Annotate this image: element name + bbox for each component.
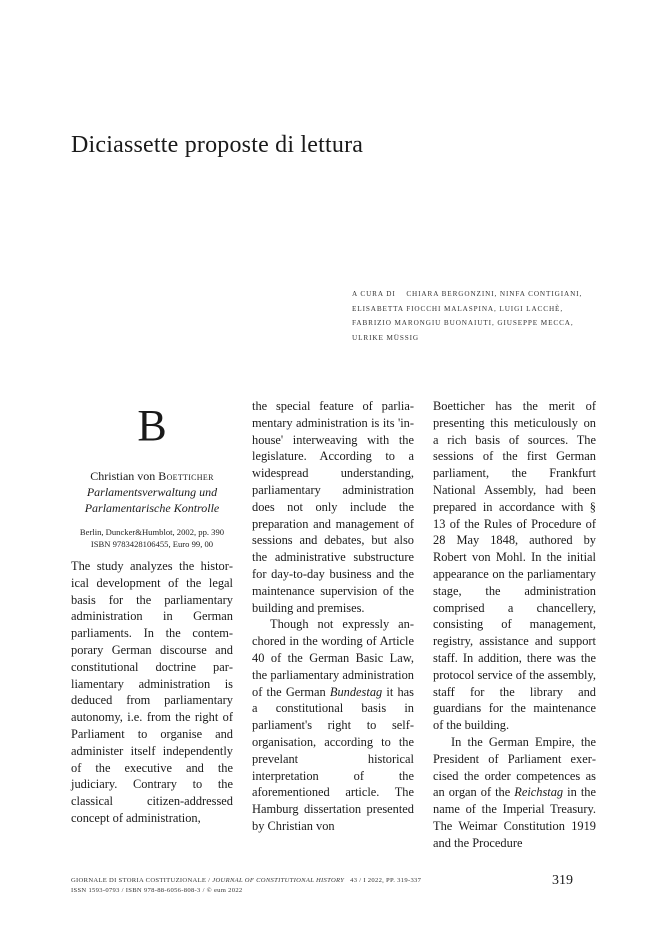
issue-pages: 43 / I 2022, PP. 319-337: [350, 877, 422, 884]
editors-credit: [352, 287, 600, 345]
publication-line-2: ISBN 9783428106455, Euro 99, 00: [90, 539, 214, 549]
italic-term: Bundestag: [329, 684, 383, 699]
publication-line-1: Berlin, Duncker&Humblot, 2002, pp. 390: [79, 527, 225, 537]
book-title-line-1: Parlamentsverwaltung und: [86, 485, 218, 499]
book-author: [71, 468, 233, 484]
text-run: in the name of the Imperial Treasury. The Weimar Constitution 1919 and the Procedure: [433, 785, 596, 850]
journal-name-en: JOURNAL OF CONSTITUTIONAL HISTORY: [212, 877, 345, 884]
editors-label: A CURA DI: [352, 290, 396, 298]
column-3: [433, 398, 596, 852]
italic-term: Reichstag: [514, 785, 564, 800]
text-run: Though not expressly anchored in the wording of Article 40 of the German Basic Law, the parliamentary administration of the German: [252, 617, 414, 699]
body-paragraph: [252, 616, 414, 834]
column-2: [252, 398, 414, 835]
reviewed-book-heading: [71, 468, 233, 516]
section-initial: B: [137, 401, 167, 450]
page-title: Diciassette proposte di lettura: [71, 132, 364, 159]
column-1: [71, 398, 233, 827]
body-paragraph: Boetticher has the merit of presenting this meticulously on a rich basis of sources. The sessions of the first German parliament, the Frankfurt National Assembly, had been prepared in accordance with § 13 of the Rules of Procedure of 28 May 1848, authored by Robert von Mohl. In the initial appearance on the parliamentary stage, the administration comprised a chancellery, consisting of management, registry, assistance and support staff. In addition, there was the protocol service of the assembly, staff for the library and guardians for the maintenance of the building.: [433, 399, 596, 733]
text-run: it has a constitutional basis in parliament's right to self-organisation, according to the prevelant historical interpretation of the aforementioned article. The Hamburg dissertation presented by Christian von: [252, 684, 414, 833]
body-paragraph: The study analyzes the historical development of the legal basis for the parliamentary administration in German parliaments. In the contemporary German discourse and constitutional doctrine parliamentary administration is deduced from parliamentary autonomy, i.e. from the right of Parliament to organise and administer itself independently of the executive and the judiciary. Contrary to the classical citizen-addressed concept of administration,: [71, 559, 233, 825]
body-paragraph: [433, 734, 596, 852]
journal-citation: [71, 876, 511, 886]
author-first-name: Christian von: [90, 469, 156, 483]
book-title-line-2: Parlamentarische Kontrolle: [84, 501, 220, 515]
isbn-line: ISSN 1593-0793 / ISBN 978-88-6056-808-3 / © eum 2022: [71, 887, 243, 894]
page-number: 319: [552, 873, 573, 888]
publication-details: [71, 526, 233, 550]
journal-name-it: GIORNALE DI STORIA COSTITUZIONALE /: [71, 877, 213, 884]
journal-footer: [71, 876, 511, 896]
author-last-name: Boetticher: [158, 469, 214, 483]
text-run: In the German Empire, the President of Parliament exercised the order competences as an organ of the: [433, 734, 596, 800]
editors-names: CHIARA BERGONZINI, NINFA CONTIGIANI, ELISABETTA FIOCCHI MALASPINA, LUIGI LACCHÈ, FABRIZIO MARONGIU BUONAIUTI, GIUSEPPE MECCA, ULRIKE MÜSSIG: [352, 290, 583, 342]
body-paragraph: the special feature of parliamentary administration is its 'in-house' interweaving with the legislature. According to a widespread understanding, parliamentary administration does not only include the preparation and management of sessions and debates, but also the administrative substructure for day-to-day business and the maintenance supervision of the building and premises.: [252, 399, 414, 615]
